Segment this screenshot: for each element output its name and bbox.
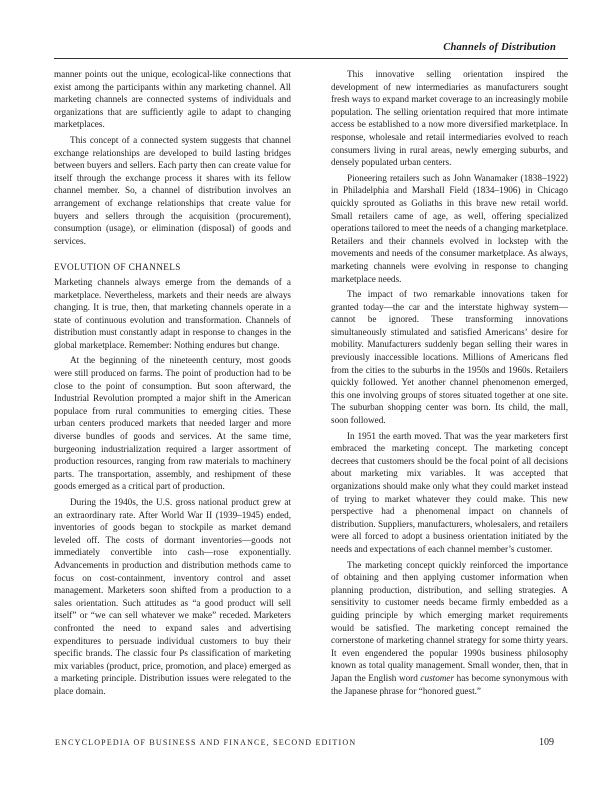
left-paragraph-4: At the beginning of the nineteenth century, most goods were still produced on farms. The point of production had to be close to the point of consumption. But soon afterward, the Industrial Revolution prompted a major shift in the American populace from rural communities to emerging cities. These urban centers produced markets that needed larger and more diverse bundles of goods and services. At the same time, burgeoning industrialization required a larger assortment of production resources, ranging from raw materials to machinery parts. The transportation, assembly, and reshipment of these goods emerged as a critical part of production. <box>54 355 291 492</box>
emphasis-customer: customer <box>420 672 455 683</box>
left-paragraph-5: During the 1940s, the U.S. gross national product grew at an extraordinary rate. After World War II (1939–1945) ended, inventories of goods began to stockpile as market demand leveled off. The costs of dormant inventories—goods not immediately convertible into cash—rose exponentially. Advancements in production and distribution methods came to focus on cost-containment, inventory control and asset management. Marketers soon shifted from a production to a sales orientation. Such attitudes as “a good product will sell itself” or “we can sell whatever we make” receded. Marketers confronted the need to expand sales and advertising expenditures to persuade individual customers to buy their specific brands. The classic four Ps classification of marketing mix variables (product, price, promotion, and place) emerged as a marketing principle. Distribution issues were relegated to the place domain. <box>54 497 291 696</box>
running-head: Channels of Distribution <box>443 42 556 53</box>
left-paragraph-2: This concept of a connected system suggests that channel exchange relationships are developed to build lasting bridges between buyers and sellers. Each party then can create value for itself through the exchange process it shares with its fellow channel member. So, a channel of distribution involves an arrangement of exchange relationships that create value for buyers and sellers through the acquisition (procurement), consumption (usage), or elimination (disposal) of goods and services. <box>54 134 291 246</box>
page-number: 109 <box>539 737 554 748</box>
footer-book-title: ENCYCLOPEDIA OF BUSINESS AND FINANCE, SECOND EDITION <box>55 738 357 747</box>
section-heading: EVOLUTION OF CHANNELS <box>54 262 181 273</box>
left-paragraph-3: Marketing channels always emerge from the demands of a marketplace. Nevertheless, markets and their needs are always changing. It is true, then, that marketing channels operate in a state of continuous evolution and transformation. Channels of distribution must constantly adapt in response to changes in the global marketplace. Remember: Nothing endures but change. <box>54 276 291 350</box>
right-paragraph-5-text-b: has become synonymous with the Japanese phrase for “honored guest.” <box>331 672 568 696</box>
right-paragraph-1: This innovative selling orientation inspired the development of new intermediaries as manufacturers sought fresh ways to expand market coverage to an increasingly mobile population. The selling orientation required that more intimate access be established to a now more diversified marketplace. In response, wholesale and retail intermediaries evolved to reach consumers living in rural areas, newly emerging suburbs, and densely populated urban centers. <box>331 69 568 168</box>
right-paragraph-3: The impact of two remarkable innovations taken for granted today—the car and the interstate highway system—cannot be ignored. These transforming innovations simultaneously stimulated and satisfied Americans’ desire for mobility. Manufacturers suddenly began selling their wares in previously inaccessible locations. Millions of Americans fled from the cities to the suburbs in the 1950s and 1960s. Retailers quickly followed. Yet another channel phenomenon emerged, this one involving groups of stores situated together at one site. The suburban shopping center was born. Its child, the mall, soon followed. <box>331 289 568 426</box>
header-rule <box>54 58 568 59</box>
right-paragraph-5-text-a: The marketing concept quickly reinforced the importance of obtaining and then applying customer information when planning production, distribution, and selling strategies. A sensitivity to customer needs became firmly embedded as a guiding principle by which emerging market requirements would be satisfied. The marketing concept remained the cornerstone of marketing channel strategy for some thirty years. It even engendered the popular 1990s business philosophy known as total quality management. Small wonder, then, that in Japan the English word <box>331 559 568 683</box>
right-column <box>331 68 568 697</box>
right-paragraph-2: Pioneering retailers such as John Wanamaker (1838–1922) in Philadelphia and Marshall Field (1834–1906) in Chicago quickly sprouted as Goliaths in this brave new retail world. Small retailers came of age, as well, offering specialized operations tailored to meet the needs of a changing marketplace. Retailers and their channels evolved in lockstep with the movements and needs of the consumer marketplace. As always, marketing channels were evolving in response to changing marketplace needs. <box>331 172 568 284</box>
left-paragraph-1: manner points out the unique, ecological-like connections that exist among the participants within any marketing channel. All marketing channels are connected systems of individuals and organizations that are sufficiently agile to adapt to changing marketplaces. <box>54 69 291 130</box>
left-column <box>54 68 291 698</box>
right-paragraph-5 <box>331 559 568 698</box>
right-paragraph-4: In 1951 the earth moved. That was the year marketers first embraced the marketing concept. The marketing concept decrees that customers should be the focal point of all decisions about marketing mix variables. It was accepted that organizations should make only what they could market instead of trying to market whatever they could make. This new perspective had a phenomenal impact on channels of distribution. Suppliers, manufacturers, wholesalers, and retailers were all forced to adopt a business orientation initiated by the needs and expectations of each channel member’s customer. <box>331 430 568 554</box>
